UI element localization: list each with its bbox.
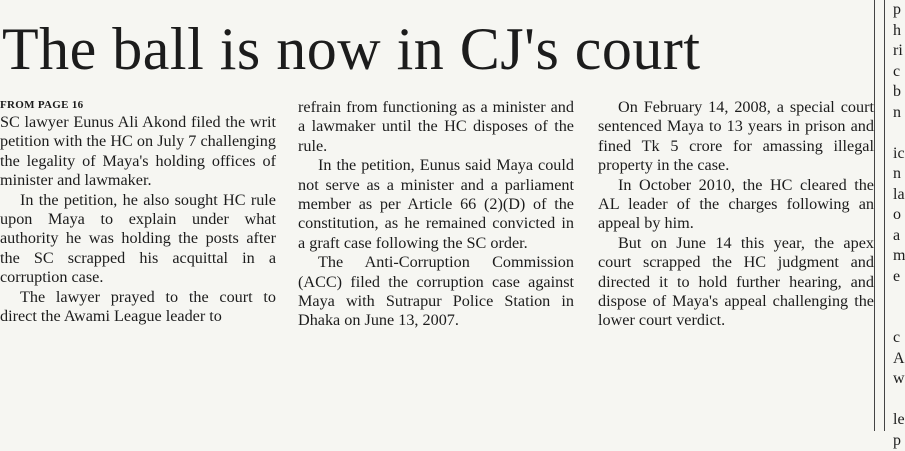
fragment-line: h: [893, 21, 904, 42]
fragment-line: ri: [893, 41, 904, 62]
fragment-line: b: [893, 82, 904, 103]
column-divider-rule: [874, 0, 875, 431]
fragment-line: n: [893, 164, 904, 185]
article-column-1: [0, 98, 276, 326]
fragment-line: A: [893, 349, 904, 370]
adjacent-article-fragment: [893, 0, 904, 451]
article-column-3: [598, 98, 874, 331]
paragraph: The Anti-Corruption Commission (ACC) filed the corruption case against Maya with Sutrapur Police Station in Dhaka on June 13, 2007.: [298, 253, 574, 331]
fragment-line: n: [893, 103, 904, 124]
paragraph: In October 2010, the HC cleared the AL leader of the charges following an appeal by him.: [598, 176, 874, 234]
fragment-line: p: [893, 431, 904, 451]
paragraph: On February 14, 2008, a special court sentenced Maya to 13 years in prison and fined Tk 5 crore for amassing illegal property in the case.: [598, 98, 874, 176]
fragment-line: c: [893, 62, 904, 83]
paragraph: In the petition, Eunus said Maya could not serve as a minister and a parliament member as per Article 66 (2)(D) of the constitution, as he remained convicted in a graft case following the SC order.: [298, 156, 574, 253]
continued-from-kicker: FROM PAGE 16: [0, 98, 276, 112]
paragraph: The lawyer prayed to the court to direct the Awami League leader to: [0, 288, 276, 327]
fragment-line: ic: [893, 144, 904, 165]
paragraph: But on June 14 this year, the apex court scrapped the HC judgment and directed it to hold further hearing, and dispose of Maya's appeal challenging the lower court verdict.: [598, 234, 874, 331]
fragment-line: w: [893, 369, 904, 390]
fragment-line: [893, 287, 904, 308]
fragment-line: le: [893, 410, 904, 431]
headline: The ball is now in CJ's court: [2, 14, 701, 84]
paragraph: SC lawyer Eunus Ali Akond filed the writ petition with the HC on July 7 challenging the legality of Maya's holding offices of minister and lawmaker.: [0, 113, 276, 191]
fragment-line: [893, 123, 904, 144]
fragment-line: m: [893, 246, 904, 267]
article-column-2: [298, 98, 574, 331]
fragment-line: o: [893, 205, 904, 226]
column-divider-rule: [884, 0, 885, 431]
fragment-line: [893, 390, 904, 411]
fragment-line: c: [893, 328, 904, 349]
fragment-line: [893, 308, 904, 329]
fragment-line: p: [893, 0, 904, 21]
fragment-line: e: [893, 267, 904, 288]
paragraph: In the petition, he also sought HC rule upon Maya to explain under what authority he was holding the posts after the SC scrapped his acquittal in a corruption case.: [0, 191, 276, 288]
fragment-line: la: [893, 185, 904, 206]
fragment-line: a: [893, 226, 904, 247]
paragraph: refrain from functioning as a minister and a lawmaker until the HC disposes of the rule.: [298, 98, 574, 156]
